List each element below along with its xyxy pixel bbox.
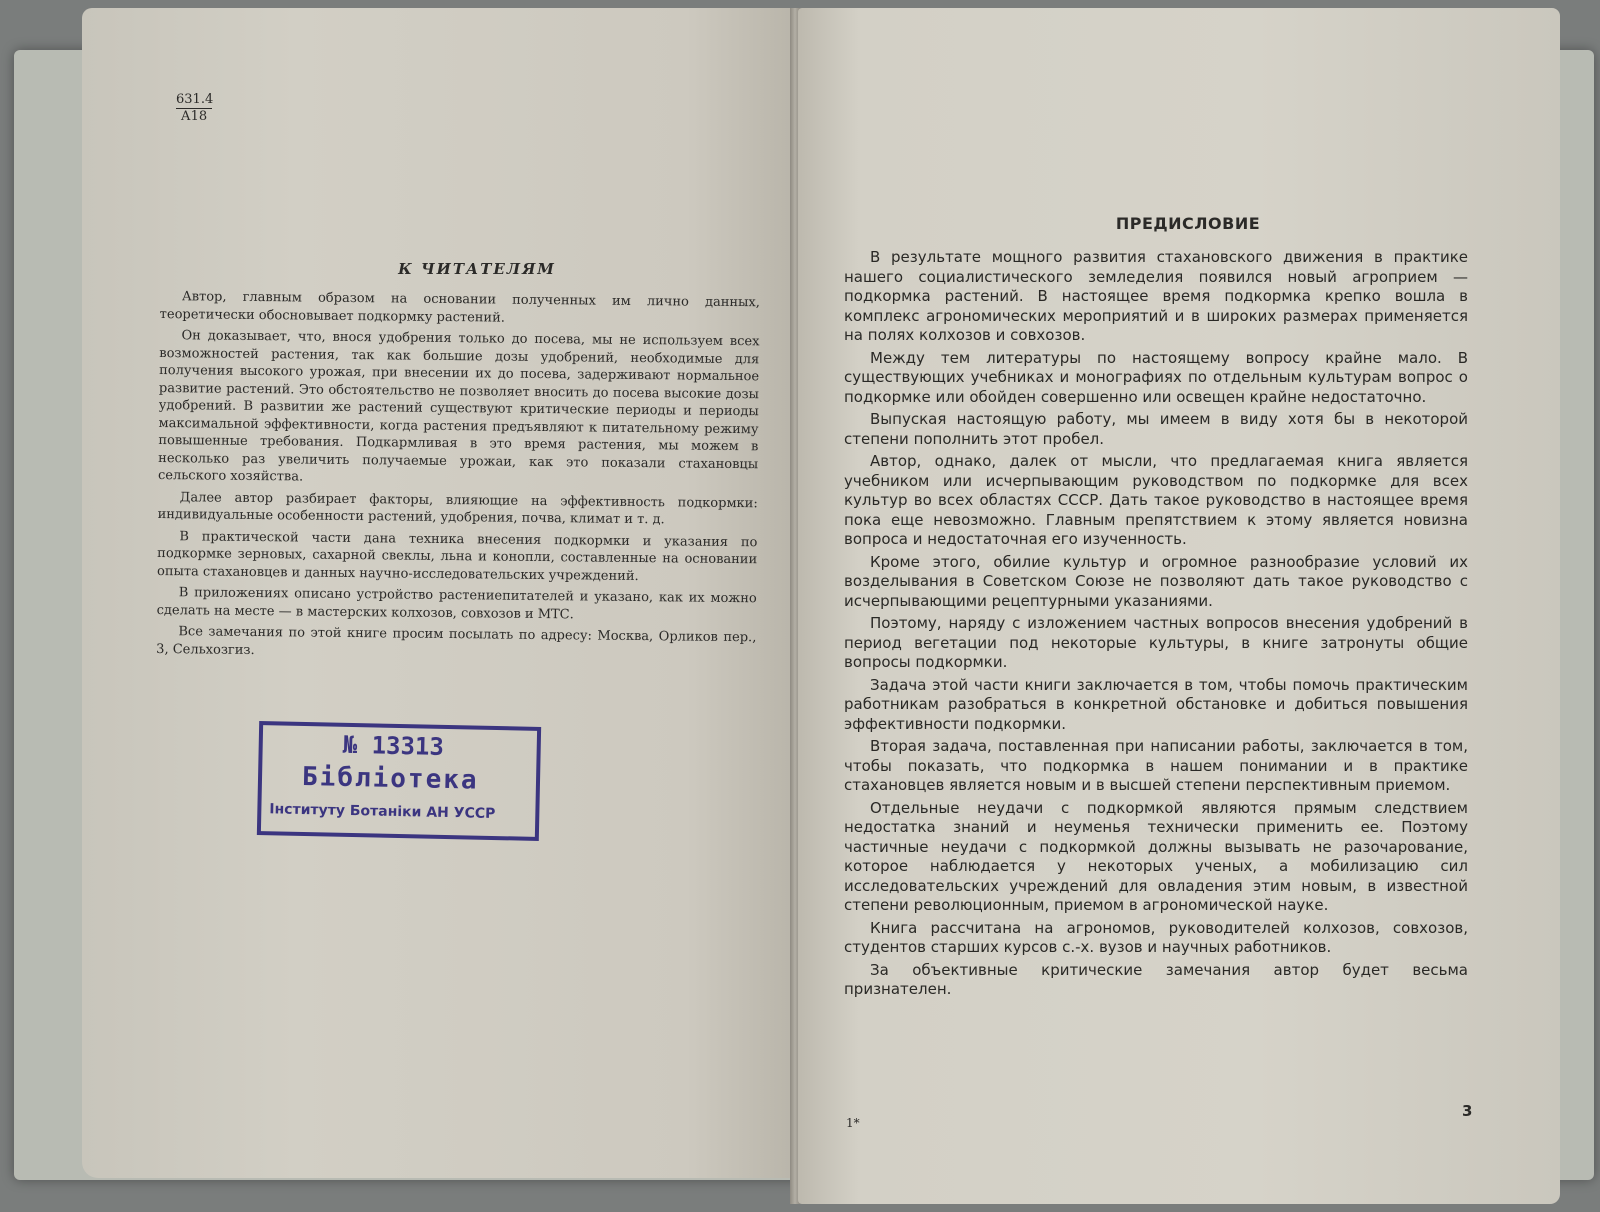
left-paragraph: Далее автор разбирает факторы, влияющие на эффективность подкормки: индивидуальные особенности растений, удобрения, почва, климат и т. д. [157, 489, 758, 528]
left-paragraph: Он доказывает, что, внося удобрения только до посева, мы не используем всех возможностей растения, так как большие дозы удобрений, необходимые для получения высокого урожая, при внесении их до посева, задерживают нормальное развитие растений. Это обстоятельство не позволяет вносить до посева высокие дозы удобрений. В развитии же растений существуют критические периоды и периоды максимальной эффективности, когда растения предъявляют к питательному режиму повышенные требования. Подкармливая в это время растения, мы можем в несколько раз увеличить получаемые урожаи, как это показали стахановцы сельского хозяйства. [157, 328, 760, 485]
page-number: 3 [1462, 1102, 1473, 1120]
left-page [82, 8, 794, 1178]
right-paragraph: Выпуская настоящую работу, мы имеем в виду хотя бы в некоторой степени пополнить этот пробел. [844, 410, 1468, 448]
stamp-institute: Інституту Ботаніки АН УССР [269, 801, 496, 823]
right-page [798, 8, 1560, 1204]
left-paragraph: Автор, главным образом на основании полученных им лично данных, теоретически обосновывает подкормку растений. [159, 289, 760, 326]
left-paragraph: В практической части дана техника внесения подкормки и указания по подкормке зерновых, сахарной свеклы, льна и конопли, составленные на основании опыта стахановцев и данных научно-исследовательских учреждений. [156, 528, 758, 584]
right-paragraph: В результате мощного развития стахановского движения в практике нашего социалистического земледелия появился новый агроприем — подкормка растений. В настоящее время подкормка крепко вошла в комплекс агрономических мероприятий и в широких размерах применяется на полях колхозов и совхозов. [844, 248, 1468, 344]
left-paragraph: Все замечания по этой книге просим посылать по адресу: Москва, Орликов пер., 3, Сельхозгиз. [156, 624, 757, 658]
right-page-text [844, 248, 1468, 1003]
right-paragraph: Между тем литературы по настоящему вопросу крайне мало. В существующих учебниках и монографиях по отдельным культурам вопрос о подкормке или обойден совершенно или освещен крайне недостаточно. [844, 348, 1468, 406]
right-paragraph: Кроме этого, обилие культур и огромное разнообразие условий их возделывания в Советском Союзе не позволяют дать такое руководство с исчерпывающими рецептурными указаниями. [844, 552, 1468, 610]
left-page-title: К ЧИТАТЕЛЯМ [398, 260, 556, 278]
right-paragraph: Отдельные неудачи с подкормкой являются прямым следствием недостатка знаний и неуменья технически применить ее. Поэтому частичные неудачи с подкормкой должны вызывать не разочарование, которое наблюдается у некоторых ученых, а мобилизацию сил исследовательских учреждений для овладения этим новым, в известной степени революционным, приемом в агрономической науке. [844, 798, 1468, 914]
shelfmark-code: А18 [180, 109, 208, 124]
right-paragraph: Вторая задача, поставленная при написании работы, заключается в том, чтобы показать, что подкормка в нашем понимании и в практике стахановцев является новым и в высшей степени перспективным приемом. [844, 737, 1468, 794]
stamp-library: Бібліотека [301, 761, 479, 796]
right-paragraph: За объективные критические замечания автор будет весьма признателен. [844, 960, 1468, 998]
right-paragraph: Задача этой части книги заключается в том, чтобы помочь практическим работникам разобраться в конкретной обстановке и добиться повышения эффективности подкормки. [844, 675, 1468, 733]
right-paragraph: Поэтому, наряду с изложением частных вопросов внесения удобрений в период вегетации под некоторые культуры, в книге затронуты общие вопросы подкормки. [844, 614, 1468, 671]
right-paragraph: Книга рассчитана на агрономов, руководителей колхозов, совхозов, студентов старших курсов с.-х. вузов и научных работников. [844, 918, 1468, 956]
left-paragraph: В приложениях описано устройство растениепитателей и указано, как их можно сделать на месте — в мастерских колхозов, совхозов и МТС. [156, 585, 757, 622]
library-stamp [257, 721, 541, 841]
stamp-number: № 13313 [342, 730, 445, 761]
right-page-title: ПРЕДИСЛОВИЕ [1115, 214, 1261, 233]
left-page-text [156, 288, 760, 668]
shelfmark-number: 631.4 [176, 92, 214, 107]
shelfmark [176, 92, 212, 125]
right-paragraph: Автор, однако, далек от мысли, что предлагаемая книга является учебником или исчерпывающим руководством по подкормке для всех культур во всех областях СССР. Дать такое руководство в настоящее время пока еще невозможно. Главным препятствием к этому является новизна вопроса и недостаточная его изученность. [844, 452, 1468, 548]
signature-mark: 1* [846, 1116, 860, 1130]
